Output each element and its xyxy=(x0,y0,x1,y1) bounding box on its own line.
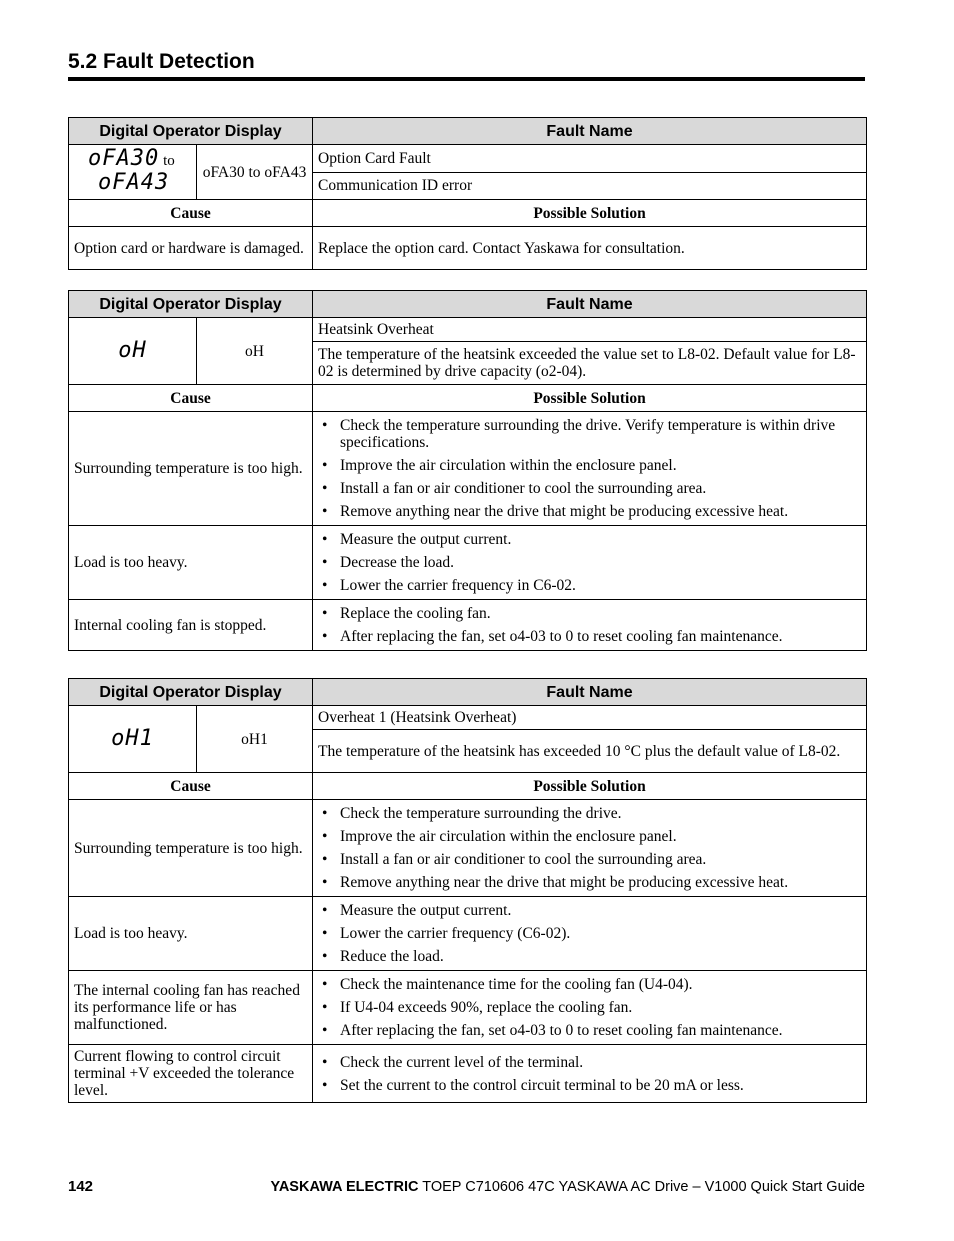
col-header-solution: Possible Solution xyxy=(313,385,867,412)
cause-text: Option card or hardware is damaged. xyxy=(69,227,313,270)
col-header-cause: Cause xyxy=(69,200,313,227)
cause-text: Internal cooling fan is stopped. xyxy=(69,600,313,651)
fault-description: The temperature of the heatsink exceeded the value set to L8-02. Default value for L8-02 is determined by drive capacity (o2-04). xyxy=(313,342,867,385)
fault-table-oh1 xyxy=(68,678,867,1103)
col-header-fault: Fault Name xyxy=(313,291,867,318)
fault-description: Communication ID error xyxy=(313,172,867,200)
display-code: oH xyxy=(197,318,313,385)
solution-item: • Set the current to the control circuit terminal to be 20 mA or less. xyxy=(318,1077,861,1094)
display-code: oFA30 to oFA43 xyxy=(197,145,313,200)
solution-cell xyxy=(313,526,867,600)
display-glyph-cell xyxy=(69,318,197,385)
col-header-display: Digital Operator Display xyxy=(69,291,313,318)
solution-cell xyxy=(313,412,867,526)
solution-item: • Measure the output current. xyxy=(318,902,861,919)
solution-item: • After replacing the fan, set o4-03 to 0 to reset cooling fan maintenance. xyxy=(318,1022,861,1039)
solution-item: • Improve the air circulation within the enclosure panel. xyxy=(318,828,861,845)
title-rule xyxy=(68,77,865,81)
solution-item: • Lower the carrier frequency in C6-02. xyxy=(318,577,861,594)
solution-item: • Improve the air circulation within the enclosure panel. xyxy=(318,457,861,474)
cause-text: Surrounding temperature is too high. xyxy=(69,800,313,897)
solution-item: • Check the maintenance time for the cooling fan (U4-04). xyxy=(318,976,861,993)
display-code: oH1 xyxy=(197,706,313,773)
solution-cell xyxy=(313,897,867,971)
solution-item: • After replacing the fan, set o4-03 to 0 to reset cooling fan maintenance. xyxy=(318,628,861,645)
display-glyph-cell xyxy=(69,145,197,200)
seven-seg-display: oH xyxy=(118,337,147,363)
display-to-label: to xyxy=(163,153,175,169)
seven-seg-display: oFA30 xyxy=(88,146,160,171)
footer-doc-title xyxy=(271,1179,866,1195)
fault-table-ofa xyxy=(68,117,867,270)
solution-item: • Decrease the load. xyxy=(318,554,861,571)
solution-item: • Remove anything near the drive that might be producing excessive heat. xyxy=(318,503,861,520)
seven-seg-display: oFA43 xyxy=(98,170,170,195)
solution-item: • If U4-04 exceeds 90%, replace the cooling fan. xyxy=(318,999,861,1016)
solution-item: • Check the current level of the terminal. xyxy=(318,1054,861,1071)
solution-item: • Check the temperature surrounding the drive. Verify temperature is within drive specifications. xyxy=(318,417,861,451)
solution-cell xyxy=(313,1045,867,1103)
col-header-solution: Possible Solution xyxy=(313,200,867,227)
solution-item: • Lower the carrier frequency (C6-02). xyxy=(318,925,861,942)
seven-seg-display: oH1 xyxy=(111,725,154,751)
col-header-fault: Fault Name xyxy=(313,118,867,145)
cause-text: Load is too heavy. xyxy=(69,526,313,600)
solution-item: • Install a fan or air conditioner to cool the surrounding area. xyxy=(318,480,861,497)
cause-text: Current flowing to control circuit terminal +V exceeded the tolerance level. xyxy=(69,1045,313,1103)
cause-text: Load is too heavy. xyxy=(69,897,313,971)
col-header-cause: Cause xyxy=(69,385,313,412)
section-title: 5.2 Fault Detection xyxy=(68,50,255,73)
fault-name: Heatsink Overheat xyxy=(313,318,867,342)
solution-cell xyxy=(313,800,867,897)
display-glyph-cell xyxy=(69,706,197,773)
col-header-display: Digital Operator Display xyxy=(69,679,313,706)
cause-text: Surrounding temperature is too high. xyxy=(69,412,313,526)
page-number: 142 xyxy=(68,1178,94,1195)
solution-item: • Reduce the load. xyxy=(318,948,861,965)
footer-doc-text: TOEP C710606 47C YASKAWA AC Drive – V1000 Quick Start Guide xyxy=(418,1179,865,1195)
fault-table-oh xyxy=(68,290,867,651)
solution-item: • Measure the output current. xyxy=(318,531,861,548)
col-header-display: Digital Operator Display xyxy=(69,118,313,145)
col-header-cause: Cause xyxy=(69,773,313,800)
solution-cell xyxy=(313,600,867,651)
fault-name: Overheat 1 (Heatsink Overheat) xyxy=(313,706,867,730)
col-header-solution: Possible Solution xyxy=(313,773,867,800)
fault-description: The temperature of the heatsink has exceeded 10 °C plus the default value of L8-02. xyxy=(313,730,867,773)
footer-brand: YASKAWA ELECTRIC xyxy=(270,1179,419,1195)
solution-item: • Install a fan or air conditioner to cool the surrounding area. xyxy=(318,851,861,868)
solution-cell xyxy=(313,971,867,1045)
col-header-fault: Fault Name xyxy=(313,679,867,706)
cause-text: The internal cooling fan has reached its performance life or has malfunctioned. xyxy=(69,971,313,1045)
solution-item: • Remove anything near the drive that might be producing excessive heat. xyxy=(318,874,861,891)
solution-item: • Replace the cooling fan. xyxy=(318,605,861,622)
solution-item: • Check the temperature surrounding the drive. xyxy=(318,805,861,822)
fault-name: Option Card Fault xyxy=(313,145,867,173)
solution-text: Replace the option card. Contact Yaskawa for consultation. xyxy=(313,227,867,270)
